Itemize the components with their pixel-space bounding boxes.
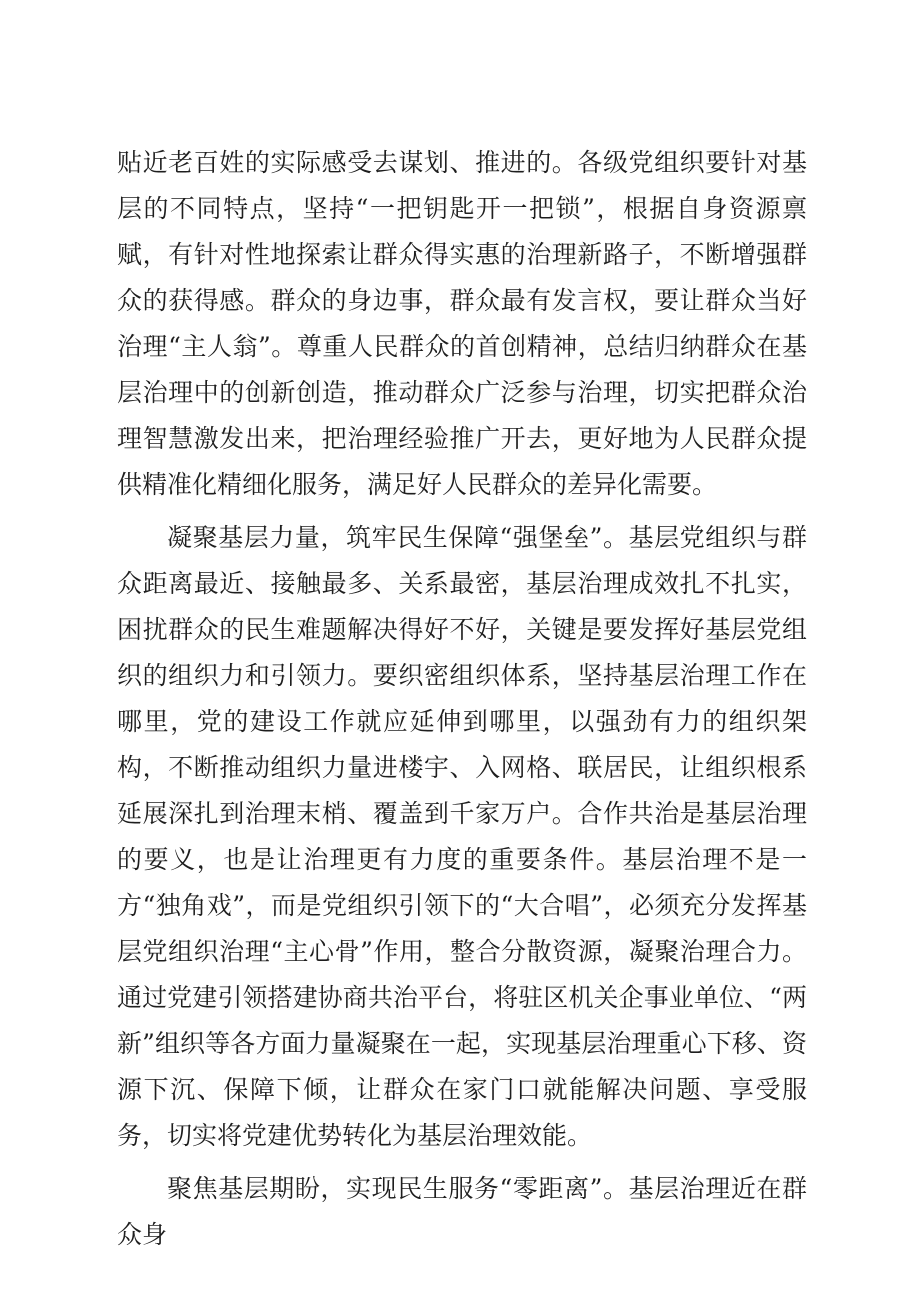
paragraph-3: 聚焦基层期盼，实现民生服务“零距离”。基层治理近在群众身: [117, 1174, 807, 1249]
paragraph-1: 贴近老百姓的实际感受去谋划、推进的。各级党组织要针对基层的不同特点，坚持“一把钥匙开一把锁”，根据自身资源禀赋，有针对性地探索让群众得实惠的治理新路子，不断增强群众的获得感。群众的身边事，群众最有发言权，要让群众当好治理“主人翁”。尊重人民群众的首创精神，总结归纳群众在基层治理中的创新创造，推动群众广泛参与治理，切实把群众治理智慧激发出来，把治理经验推广开去，更好地为人民群众提供精准化精细化服务，满足好人民群众的差异化需要。: [117, 148, 807, 499]
paragraph-2: 凝聚基层力量，筑牢民生保障“强堡垒”。基层党组织与群众距离最近、接触最多、关系最密，基层治理成效扎不扎实，困扰群众的民生难题解决得好不好，关键是要发挥好基层党组织的组织力和引领力。要织密组织体系，坚持基层治理工作在哪里，党的建设工作就应延伸到哪里，以强劲有力的组织架构，不断推动组织力量进楼宇、入网格、联居民，让组织根系延展深扎到治理末梢、覆盖到千家万户。合作共治是基层治理的要义，也是让治理更有力度的重要条件。基层治理不是一方“独角戏”，而是党组织引领下的“大合唱”，必须充分发挥基层党组织治理“主心骨”作用，整合分散资源，凝聚治理合力。通过党建引领搭建协商共治平台，将驻区机关企事业单位、“两新”组织等各方面力量凝聚在一起，实现基层治理重心下移、资源下沉、保障下倾，让群众在家门口就能解决问题、享受服务，切实将党建优势转化为基层治理效能。: [117, 523, 807, 1150]
document-body: [117, 140, 807, 1265]
